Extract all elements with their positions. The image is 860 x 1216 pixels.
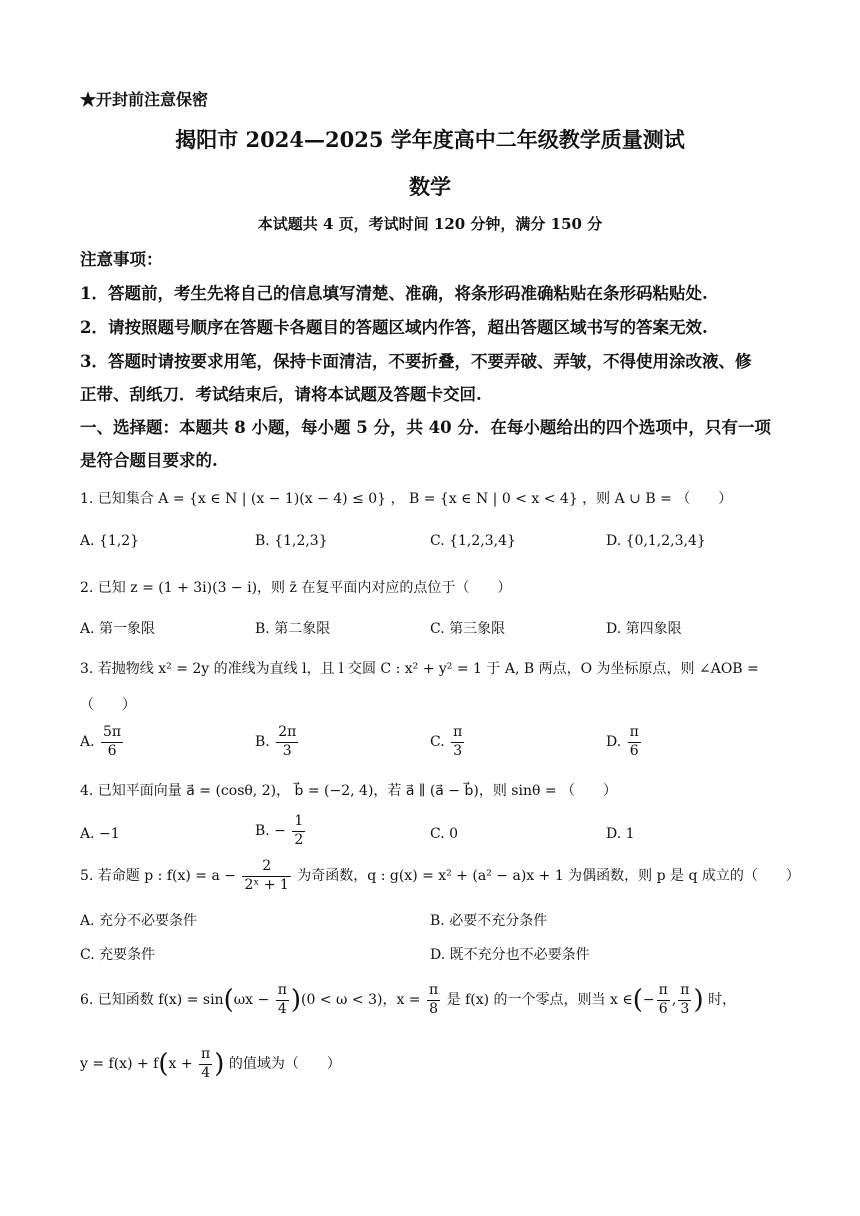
q3-a-label: A. bbox=[80, 734, 95, 750]
q4-option-d: D. 1 bbox=[606, 826, 635, 842]
q6-frac-pi-4: $\frac{\pi}{4}$ bbox=[277, 982, 287, 1017]
q2-option-c: C. 第三象限 bbox=[430, 621, 506, 637]
q3-c-fraction: $\frac{\pi}{3}$ bbox=[453, 724, 463, 759]
question-3-paren: （ ） bbox=[80, 697, 136, 713]
q3-option-b bbox=[255, 724, 300, 760]
section-heading: 一、选择题：本题共 8 小题，每小题 5 分，共 40 分．在每小题给出的四个选项中，只有一项 bbox=[80, 418, 771, 437]
question-4-stem: 4. 已知平面向量 a⃗ = (cosθ, 2)， b⃗ = (−2, 4)，若 a⃗ ∥ (a⃗ − b⃗)，则 sinθ = （ ） bbox=[80, 783, 618, 799]
note-item-2: 2．请按照题号顺序在答题卡各题目的答题区域内作答，超出答题区域书写的答案无效. bbox=[80, 318, 708, 337]
q6-frac-pi-4-b: $\frac{\pi}{4}$ bbox=[201, 1046, 211, 1081]
q3-option-a bbox=[80, 724, 125, 760]
question-6-stem-cont: y = f(x) + f(x + $\frac{\pi}{4}$ ) 的值域为（ ） bbox=[80, 1046, 341, 1081]
secret-notice: ★开封前注意保密 bbox=[80, 90, 209, 109]
q5-option-b: B. 必要不充分条件 bbox=[430, 913, 548, 929]
q2-option-b: B. 第二象限 bbox=[255, 621, 331, 637]
q4-option-a: A. −1 bbox=[80, 826, 120, 842]
q3-b-label: B. bbox=[255, 734, 270, 750]
q5-option-c: C. 充要条件 bbox=[80, 947, 156, 963]
q1-option-b: B. {1,2,3} bbox=[255, 533, 328, 549]
q1-option-d: D. {0,1,2,3,4} bbox=[606, 533, 706, 549]
question-1-stem: 1. 已知集合 A = {x ∈ N | (x − 1)(x − 4) ≤ 0} ， B = {x ∈ N | 0 < x < 4} ，则 A ∪ B = （ ） bbox=[80, 491, 733, 507]
q4-b-fraction: $\frac{1}{2}$ bbox=[294, 813, 304, 848]
q4-option-c: C. 0 bbox=[430, 826, 459, 842]
exam-title: 揭阳市 2024—2025 学年度高中二年级教学质量测试 bbox=[175, 127, 685, 152]
q1-option-a: A. {1,2} bbox=[80, 533, 140, 549]
question-2-stem: 2. 已知 z = (1 + 3i)(3 − i)，则 z̄ 在复平面内对应的点位于（ ） bbox=[80, 580, 512, 596]
q3-d-label: D. bbox=[606, 734, 622, 750]
note-item-1: 1．答题前，考生先将自己的信息填写清楚、准确，将条形码准确粘贴在条形码粘贴处. bbox=[80, 284, 708, 303]
q5-fraction: $\frac{2}{\text{2ˣ + 1}}$ bbox=[244, 858, 289, 893]
q3-option-d bbox=[606, 724, 643, 760]
q4-b-label: B. − bbox=[255, 823, 286, 839]
notes-heading: 注意事项： bbox=[80, 250, 163, 269]
note-item-3-cont: 正带、刮纸刀．考试结束后，请将本试题及答题卡交回. bbox=[80, 385, 482, 404]
question-5-stem: 5. 若命题 p : f(x) = a − $\frac{2}{\text{2ˣ + 1}}$ 为奇函数，q : g(x) = x² + (a² − a)x + 1 为偶函数，则 p 是 q 成立的（ ） bbox=[80, 858, 800, 893]
question-6-stem: 6. 已知函数 f(x) = sin(ωx − $\frac{\pi}{4}$ )(0 < ω < 3)，x = $\frac{\pi}{8}$ 是 f(x) 的一个零点，则当 x ∈(− $\frac{\pi}{6}$ , $\frac{\pi}{3}$ ) 时， bbox=[80, 982, 737, 1017]
q3-b-fraction: $\frac{2\pi}{3}$ bbox=[278, 724, 297, 759]
q6-frac-pi-6: $\frac{\pi}{6}$ bbox=[658, 982, 668, 1017]
q2-option-d: D. 第四象限 bbox=[606, 621, 682, 637]
q1-option-c: C. {1,2,3,4} bbox=[430, 533, 516, 549]
question-3-stem: 3. 若抛物线 x² = 2y 的准线为直线 l，且 l 交圆 C : x² + y² = 1 于 A, B 两点，O 为坐标原点，则 ∠AOB = bbox=[80, 661, 759, 677]
q4-option-b bbox=[255, 813, 307, 849]
q3-c-label: C. bbox=[430, 734, 445, 750]
note-item-3: 3．答题时请按要求用笔，保持卡面清洁，不要折叠，不要弄破、弄皱，不得使用涂改液、修 bbox=[80, 352, 752, 371]
q6-frac-pi-8: $\frac{\pi}{8}$ bbox=[429, 982, 439, 1017]
subject-title: 数学 bbox=[409, 174, 451, 199]
q5-option-a: A. 充分不必要条件 bbox=[80, 913, 198, 929]
section-heading-cont: 是符合题目要求的. bbox=[80, 451, 218, 470]
q3-option-c bbox=[430, 724, 466, 760]
q2-option-a: A. 第一象限 bbox=[80, 621, 156, 637]
q3-d-fraction: $\frac{\pi}{6}$ bbox=[629, 724, 639, 759]
q6-frac-pi-3: $\frac{\pi}{3}$ bbox=[680, 982, 690, 1017]
q5-option-d: D. 既不充分也不必要条件 bbox=[430, 947, 590, 963]
exam-info: 本试题共 4 页，考试时间 120 分钟，满分 150 分 bbox=[257, 215, 603, 233]
q3-a-fraction: $\frac{5\pi}{6}$ bbox=[103, 724, 122, 759]
